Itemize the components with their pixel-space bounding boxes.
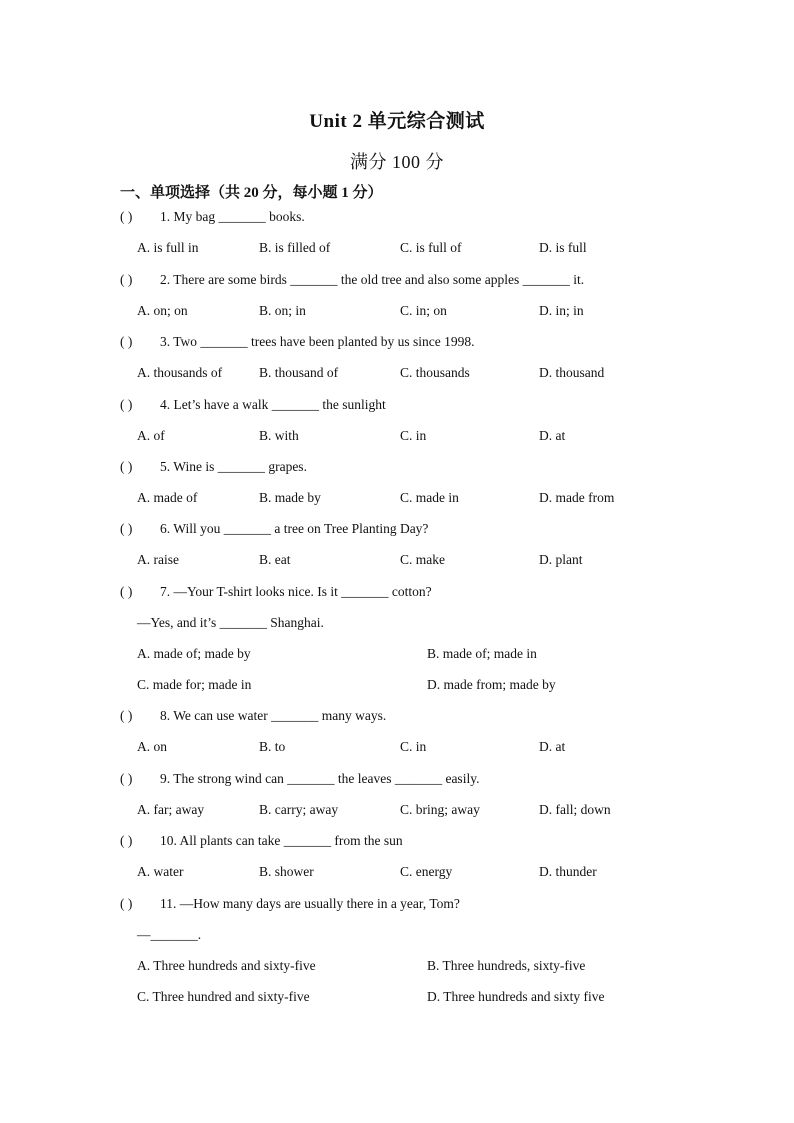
question-stem — [120, 208, 305, 226]
answer-bracket[interactable]: ( ) — [120, 833, 133, 848]
answer-option[interactable]: D. at — [539, 739, 566, 754]
answer-bracket[interactable]: ( ) — [120, 771, 133, 786]
question-stem — [120, 333, 475, 351]
answer-bracket[interactable]: ( ) — [120, 272, 133, 287]
question-stem — [120, 271, 584, 289]
question-stem — [120, 707, 386, 725]
answer-option[interactable]: D. thousand — [539, 365, 605, 380]
answer-option[interactable]: B. on; in — [259, 303, 306, 318]
answer-option[interactable]: A. on — [137, 739, 167, 754]
answer-bracket[interactable]: ( ) — [120, 459, 133, 474]
answer-option[interactable]: B. made by — [259, 490, 321, 505]
question-text-continued: —_______. — [137, 927, 202, 942]
answer-option[interactable]: B. made of; made in — [427, 646, 537, 661]
answer-option[interactable]: D. fall; down — [539, 802, 611, 817]
answer-bracket[interactable]: ( ) — [120, 397, 133, 412]
question-text: 8. We can use water _______ many ways. — [160, 708, 387, 723]
answer-option[interactable]: D. is full — [539, 240, 587, 255]
answer-bracket[interactable]: ( ) — [120, 521, 133, 536]
answer-bracket[interactable]: ( ) — [120, 334, 133, 349]
answer-option[interactable]: B. to — [259, 739, 286, 754]
question-text: 9. The strong wind can _______ the leaves _______ easily. — [160, 771, 480, 786]
question-text: 1. My bag _______ books. — [160, 209, 305, 224]
answer-option[interactable]: C. make — [400, 552, 445, 567]
answer-option[interactable]: D. Three hundreds and sixty five — [427, 989, 605, 1004]
answer-option[interactable]: B. with — [259, 428, 299, 443]
question-text: 10. All plants can take _______ from the sun — [160, 833, 403, 848]
question-text: 4. Let’s have a walk _______ the sunlight — [160, 397, 386, 412]
answer-bracket[interactable]: ( ) — [120, 584, 133, 599]
answer-option[interactable]: C. is full of — [400, 240, 462, 255]
answer-option[interactable]: A. thousands of — [137, 365, 223, 380]
answer-option[interactable]: B. carry; away — [259, 802, 339, 817]
question-text: 3. Two _______ trees have been planted by us since 1998. — [160, 334, 475, 349]
answer-option[interactable]: C. bring; away — [400, 802, 480, 817]
section-heading: 一、单项选择（共 20 分，每小题 1 分） — [120, 185, 383, 201]
answer-option[interactable]: B. is filled of — [259, 240, 331, 255]
answer-option[interactable]: D. in; in — [539, 303, 584, 318]
answer-option[interactable]: A. raise — [137, 552, 179, 567]
answer-option[interactable]: D. at — [539, 428, 566, 443]
answer-option[interactable]: C. in; on — [400, 303, 447, 318]
answer-option[interactable]: C. in — [400, 739, 427, 754]
score-subtitle: 满分 100 分 — [350, 152, 444, 172]
answer-option[interactable]: C. in — [400, 428, 427, 443]
question-stem — [120, 583, 432, 601]
answer-bracket[interactable]: ( ) — [120, 209, 133, 224]
answer-bracket[interactable]: ( ) — [120, 708, 133, 723]
answer-option[interactable]: A. on; on — [137, 303, 188, 318]
answer-option[interactable]: D. made from; made by — [427, 677, 556, 692]
answer-option[interactable]: C. energy — [400, 864, 453, 879]
page-title: Unit 2 单元综合测试 — [309, 111, 485, 132]
answer-option[interactable]: A. far; away — [137, 802, 205, 817]
answer-option[interactable]: D. plant — [539, 552, 583, 567]
answer-option[interactable]: A. made of; made by — [137, 646, 251, 661]
answer-option[interactable]: C. made for; made in — [137, 677, 252, 692]
question-text: 2. There are some birds _______ the old tree and also some apples _______ it. — [160, 272, 585, 287]
answer-option[interactable]: A. of — [137, 428, 165, 443]
question-stem — [120, 458, 307, 476]
question-stem — [120, 895, 460, 913]
question-text: 5. Wine is _______ grapes. — [160, 459, 307, 474]
answer-option[interactable]: B. eat — [259, 552, 291, 567]
question-stem — [120, 770, 479, 788]
answer-option[interactable]: A. water — [137, 864, 184, 879]
answer-option[interactable]: A. is full in — [137, 240, 199, 255]
answer-option[interactable]: B. thousand of — [259, 365, 339, 380]
question-stem — [120, 520, 428, 538]
question-stem — [120, 832, 403, 850]
question-text-continued: —Yes, and it’s _______ Shanghai. — [137, 615, 324, 630]
question-text: 6. Will you _______ a tree on Tree Planting Day? — [160, 521, 429, 536]
answer-option[interactable]: B. Three hundreds, sixty-five — [427, 958, 586, 973]
answer-option[interactable]: A. made of — [137, 490, 198, 505]
question-text: 11. —How many days are usually there in a year, Tom? — [160, 896, 460, 911]
question-text: 7. —Your T-shirt looks nice. Is it _______ cotton? — [160, 584, 432, 599]
answer-option[interactable]: B. shower — [259, 864, 314, 879]
question-stem — [120, 396, 386, 414]
answer-option[interactable]: C. thousands — [400, 365, 470, 380]
answer-option[interactable]: C. made in — [400, 490, 459, 505]
answer-option[interactable]: D. thunder — [539, 864, 597, 879]
answer-option[interactable]: C. Three hundred and sixty-five — [137, 989, 310, 1004]
answer-option[interactable]: A. Three hundreds and sixty-five — [137, 958, 316, 973]
answer-option[interactable]: D. made from — [539, 490, 615, 505]
answer-bracket[interactable]: ( ) — [120, 896, 133, 911]
